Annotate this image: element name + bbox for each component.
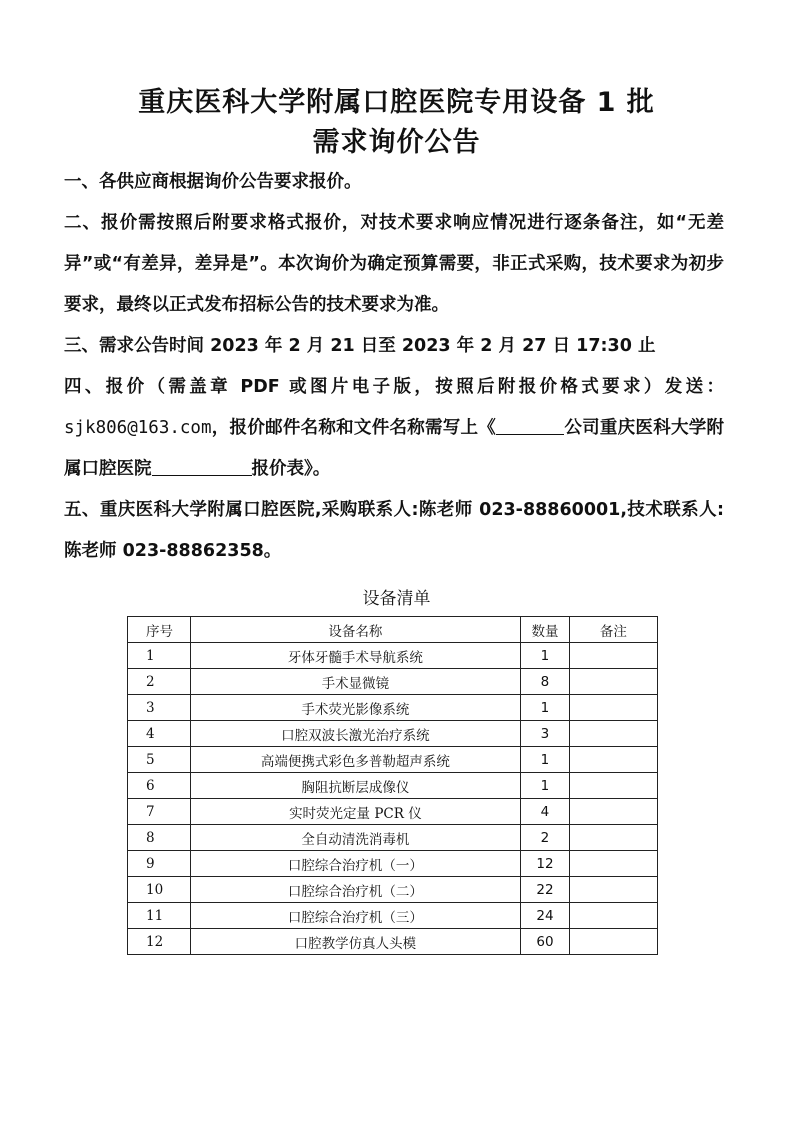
cell-qty: 1	[521, 643, 570, 669]
cell-qty: 12	[521, 851, 570, 877]
document-title-line2: 需求询价公告	[312, 127, 481, 158]
document-title-line1: 重庆医科大学附属口腔医院专用设备 1 批	[138, 87, 655, 118]
cell-no: 3	[128, 695, 191, 721]
cell-qty: 1	[521, 773, 570, 799]
cell-no: 11	[128, 903, 191, 929]
table-row	[128, 721, 658, 747]
cell-note	[569, 643, 657, 669]
cell-name: 口腔综合治疗机（三）	[190, 903, 520, 929]
cell-qty: 3	[521, 721, 570, 747]
quote-email-address: sjk806@163.com	[64, 418, 212, 438]
cell-name: 口腔综合治疗机（二）	[190, 877, 520, 903]
paragraph-3: 三、需求公告时间 2023 年 2 月 21 日至 2023 年 2 月 27 日 17:30 止	[64, 336, 656, 356]
cell-qty: 1	[521, 747, 570, 773]
cell-no: 2	[128, 669, 191, 695]
table-row	[128, 825, 658, 851]
cell-note	[569, 799, 657, 825]
cell-no: 4	[128, 721, 191, 747]
header-note: 备注	[569, 617, 657, 643]
cell-name: 手术荧光影像系统	[190, 695, 520, 721]
cell-note	[569, 851, 657, 877]
cell-qty: 2	[521, 825, 570, 851]
cell-name: 手术显微镜	[190, 669, 520, 695]
header-name: 设备名称	[190, 617, 520, 643]
equipment-list-caption: 设备清单	[362, 589, 431, 609]
paragraph-4	[64, 367, 724, 490]
cell-no: 9	[128, 851, 191, 877]
cell-name: 口腔教学仿真人头模	[190, 929, 520, 955]
cell-note	[569, 695, 657, 721]
cell-no: 10	[128, 877, 191, 903]
table-row	[128, 747, 658, 773]
cell-no: 12	[128, 929, 191, 955]
equipment-table	[127, 616, 658, 955]
table-row	[128, 643, 658, 669]
cell-no: 6	[128, 773, 191, 799]
table-row	[128, 929, 658, 955]
cell-note	[569, 747, 657, 773]
cell-qty: 4	[521, 799, 570, 825]
header-no: 序号	[128, 617, 191, 643]
cell-qty: 8	[521, 669, 570, 695]
cell-note	[569, 773, 657, 799]
company-name-blank	[496, 416, 564, 435]
table-header-row	[128, 617, 658, 643]
cell-no: 8	[128, 825, 191, 851]
cell-note	[569, 825, 657, 851]
paragraph-4-middle: ，报价邮件名称和文件名称需写上《	[211, 418, 497, 438]
cell-no: 7	[128, 799, 191, 825]
table-row	[128, 877, 658, 903]
table-row	[128, 903, 658, 929]
cell-no: 1	[128, 643, 191, 669]
table-row	[128, 799, 658, 825]
table-row	[128, 851, 658, 877]
cell-note	[569, 929, 657, 955]
paragraph-4-suffix: 报价表》。	[251, 459, 331, 479]
cell-qty: 24	[521, 903, 570, 929]
cell-qty: 60	[521, 929, 570, 955]
table-row	[128, 695, 658, 721]
cell-name: 全自动清洗消毒机	[190, 825, 520, 851]
cell-name: 高端便携式彩色多普勒超声系统	[190, 747, 520, 773]
cell-no: 5	[128, 747, 191, 773]
header-qty: 数量	[521, 617, 570, 643]
table-row	[128, 773, 658, 799]
cell-note	[569, 669, 657, 695]
project-name-blank	[152, 457, 252, 476]
cell-qty: 22	[521, 877, 570, 903]
cell-note	[569, 721, 657, 747]
table-row	[128, 669, 658, 695]
paragraph-2: 二、报价需按照后附要求格式报价，对技术要求响应情况进行逐条备注，如“无差异”或“有差异，差异是”。本次询价为确定预算需要，非正式采购，技术要求为初步要求，最终以正式发布招标公告的技术要求为准。	[64, 213, 724, 315]
cell-name: 胸阻抗断层成像仪	[190, 773, 520, 799]
paragraph-1: 一、各供应商根据询价公告要求报价。	[64, 172, 362, 192]
paragraph-5-contacts: 五、重庆医科大学附属口腔医院,采购联系人:陈老师 023-88860001,技术联系人:陈老师 023-88862358。	[64, 500, 724, 561]
cell-qty: 1	[521, 695, 570, 721]
paragraph-4-prefix: 四、报价（需盖章 PDF 或图片电子版，按照后附报价格式要求）发送：	[64, 377, 724, 397]
paragraph-4-after-blank: 公司重庆医科大学附属口腔医院	[64, 418, 725, 479]
cell-name: 口腔双波长激光治疗系统	[190, 721, 520, 747]
cell-name: 口腔综合治疗机（一）	[190, 851, 520, 877]
cell-note	[569, 877, 657, 903]
cell-name: 牙体牙髓手术导航系统	[190, 643, 520, 669]
cell-name: 实时荧光定量 PCR 仪	[190, 799, 520, 825]
cell-note	[569, 903, 657, 929]
